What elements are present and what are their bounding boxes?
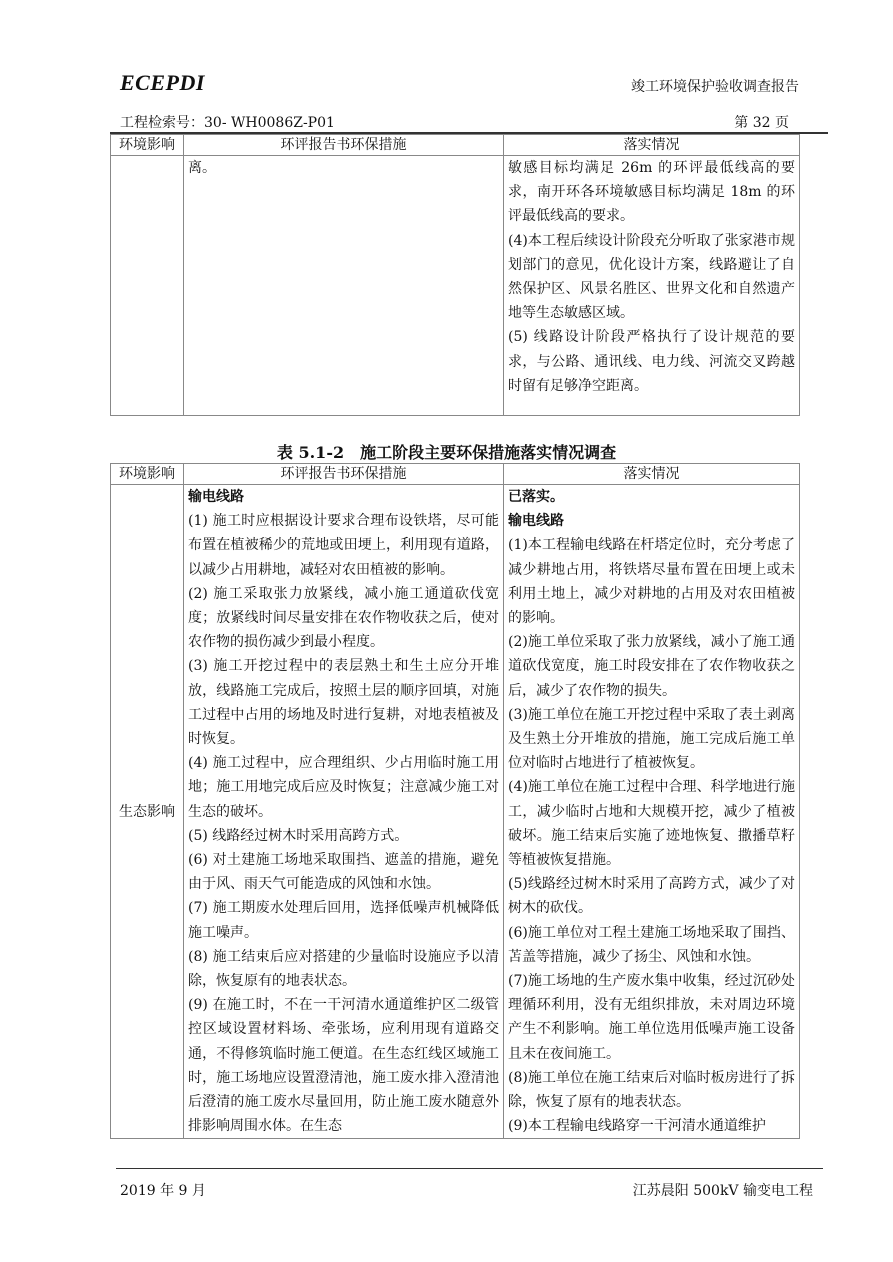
implementation-item: (7)施工场地的生产废水集中收集，经过沉砂处理循环利用，没有无组织排放，未对周边环境产生不利影响。施工单位选用低噪声施工设备且未在夜间施工。 <box>508 973 795 1062</box>
implementation-cell <box>504 485 800 1139</box>
construction-measures-table <box>110 463 800 1139</box>
measure-item: (6) 对土建施工场地采取围挡、遮盖的措施，避免由于风、雨天气可能造成的风蚀和水蚀。 <box>188 852 499 893</box>
measures-heading: 输电线路 <box>188 489 244 505</box>
implementation-item: 敏感目标均满足 26m 的环评最低线高的要求，南开环各环境敏感目标均满足 18m 的环评最低线高的要求。 <box>508 160 795 225</box>
column-header-measures: 环评报告书环保措施 <box>184 464 504 485</box>
implementation-item: (5) 线路设计阶段严格执行了设计规范的要求，与公路、通讯线、电力线、河流交叉跨越时留有足够净空距离。 <box>508 329 795 394</box>
implementation-item: (4)本工程后续设计阶段充分听取了张家港市规划部门的意见，优化设计方案，线路避让了自然保护区、风景名胜区、世界文化和自然遗产地等生态敏感区域。 <box>508 232 795 322</box>
implementation-item: (1)本工程输电线路在杆塔定位时，充分考虑了减少耕地占用，将铁塔尽量布置在田埂上或未利用土地上，减少对耕地的占用及对农田植被的影响。 <box>508 537 795 627</box>
footer-divider <box>116 1168 823 1169</box>
column-header-impact: 环境影响 <box>111 464 184 485</box>
measure-item: (3) 施工开挖过程中的表层熟土和生土应分开堆放，线路施工完成后，按照土层的顺序回填，对施工过程中占用的场地及时进行复耕，对地表植被及时恢复。 <box>188 658 499 748</box>
table-header-row <box>111 135 800 156</box>
column-header-implementation: 落实情况 <box>504 135 800 156</box>
measure-item: (7) 施工期废水处理后回用，选择低噪声机械降低施工噪声。 <box>188 900 499 941</box>
implementation-item: (8)施工单位在施工结束后对临时板房进行了拆除，恢复了原有的地表状态。 <box>508 1069 795 1111</box>
table-header-row <box>111 464 800 485</box>
table-row <box>111 156 800 416</box>
impact-cell <box>111 156 184 416</box>
measure-item: (5) 线路经过树木时采用高跨方式。 <box>188 827 409 844</box>
implementation-item: (6)施工单位对工程土建施工场地采取了围挡、苫盖等措施，减少了扬尘、风蚀和水蚀。 <box>508 924 795 965</box>
measure-item: 离。 <box>188 160 216 176</box>
measures-cell <box>184 156 504 416</box>
implementation-item: (9)本工程输电线路穿一干河清水通道维护 <box>508 1118 766 1135</box>
measure-item: (9) 在施工时，不在一干河清水通道维护区二级管控区域设置材料场、牵张场，应利用现有道路交通，不得修筑临时施工便道。在生态红线区域施工时，施工场地应设置澄清池，施工废水排入澄清池后澄清的施工废水尽量回用，防止施工废水随意外排影响周围水体。在生态 <box>188 997 499 1135</box>
measure-item: (4) 施工过程中，应合理组织、少占用临时施工用地；施工用地完成后应及时恢复；注意减少施工对生态的破坏。 <box>188 755 499 820</box>
implementation-status: 已落实。 <box>508 489 564 505</box>
column-header-measures: 环评报告书环保措施 <box>184 135 504 156</box>
implementation-heading: 输电线路 <box>508 513 564 530</box>
measure-item: (1) 施工时应根据设计要求合理布设铁塔，尽可能布置在植被稀少的荒地或田埂上，利用现有道路，以减少占用耕地，减轻对农田植被的影响。 <box>188 513 499 578</box>
report-type: 竣工环境保护验收调查报告 <box>631 79 799 95</box>
measures-cell <box>184 485 504 1139</box>
implementation-cell <box>504 156 800 416</box>
implementation-item: (3)施工单位在施工开挖过程中采取了表土剥离及生熟土分开堆放的措施，施工完成后施工单位对临时占地进行了植被恢复。 <box>508 706 795 772</box>
footer-project-name: 江苏晨阳 500kV 输变电工程 <box>632 1183 813 1199</box>
table-row <box>111 485 800 1139</box>
impact-cell: 生态影响 <box>111 485 184 1139</box>
column-header-impact: 环境影响 <box>111 135 184 156</box>
company-logo: ECEPDI <box>120 70 205 95</box>
measure-item: (2) 施工采取张力放紧线，减小施工通道砍伐宽度；放紧线时间尽量安排在农作物收获之后，使对农作物的损伤减少到最小程度。 <box>188 585 499 651</box>
footer-date: 2019 年 9 月 <box>120 1183 206 1199</box>
implementation-item: (4)施工单位在施工过程中合理、科学地进行施工，减少临时占地和大规模开挖，减少了植被破坏。施工结束后实施了迹地恢复、撒播草籽等植被恢复措施。 <box>508 779 795 869</box>
page-number: 第 32 页 <box>734 115 789 131</box>
measure-item: (8) 施工结束后应对搭建的少量临时设施应予以清除，恢复原有的地表状态。 <box>188 948 499 990</box>
table-title: 表 5.1-2 施工阶段主要环保措施落实情况调查 <box>276 443 617 462</box>
column-header-implementation: 落实情况 <box>504 464 800 485</box>
implementation-item: (5)线路经过树木时采用了高跨方式，减少了对树木的砍伐。 <box>508 876 795 917</box>
continued-table <box>110 134 800 416</box>
implementation-item: (2)施工单位采取了张力放紧线，减小了施工通道砍伐宽度，施工时段安排在了农作物收获之后，减少了农作物的损失。 <box>508 634 795 699</box>
project-number: 工程检索号：30- WH0086Z-P01 <box>120 115 335 131</box>
